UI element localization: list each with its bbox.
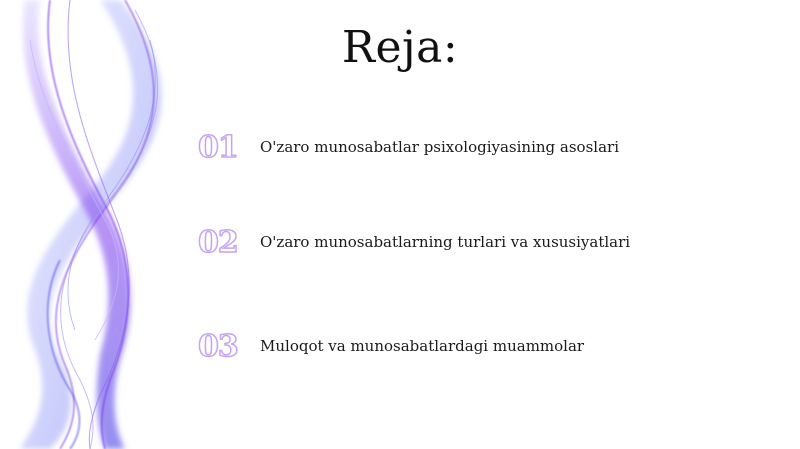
item-number: 02	[198, 224, 238, 260]
plan-item-3	[198, 326, 584, 366]
item-label: Muloqot va munosabatlardagi muammolar	[260, 337, 585, 355]
item-label: O'zaro munosabatlar psixologiyasining asoslari	[260, 138, 619, 156]
item-number: 01	[198, 129, 238, 165]
item-label: O'zaro munosabatlarning turlari va xususiyatlari	[260, 233, 631, 251]
plan-item-2	[198, 222, 630, 262]
item-number: 03	[198, 328, 238, 364]
slide-title: Reja:	[341, 22, 459, 73]
plan-item-1	[198, 127, 619, 167]
